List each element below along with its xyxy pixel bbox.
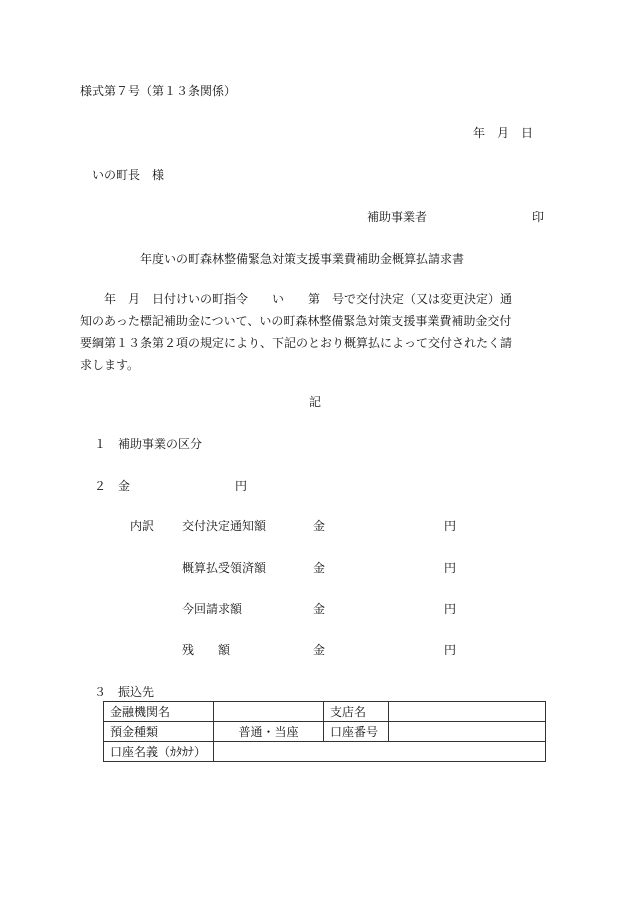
table-row bbox=[104, 722, 546, 742]
item1-number: １ bbox=[94, 437, 107, 451]
body-line: 年 月 日付けいの町指令 い 第 号で交付決定（又は変更決定）通 bbox=[104, 292, 513, 306]
item2-number: ２ bbox=[94, 479, 107, 493]
account-type-value: 普通・当座 bbox=[214, 722, 324, 742]
breakdown-kin: 金 bbox=[313, 519, 326, 533]
form-number: 様式第７号（第１３条関係） bbox=[80, 84, 237, 98]
breakdown-kin: 金 bbox=[313, 643, 326, 657]
account-holder-label: 口座名義（ｶﾀｶﾅ） bbox=[104, 742, 214, 762]
body-line: 求します。 bbox=[80, 358, 140, 372]
breakdown-kin: 金 bbox=[313, 602, 326, 616]
breakdown-kin: 金 bbox=[313, 561, 326, 575]
date-line: 年 月 日 bbox=[473, 126, 534, 140]
bank-name-label: 金融機関名 bbox=[104, 702, 214, 722]
bank-transfer-table bbox=[103, 701, 546, 762]
account-holder-value bbox=[214, 742, 546, 762]
item3-label: 振込先 bbox=[118, 685, 155, 699]
addressee: いの町長 様 bbox=[92, 168, 165, 182]
item2-yen: 円 bbox=[235, 479, 248, 493]
item1-label: 補助事業の区分 bbox=[118, 437, 203, 451]
breakdown-yen: 円 bbox=[444, 519, 457, 533]
branch-label: 支店名 bbox=[324, 702, 389, 722]
breakdown-label: 今回請求額 bbox=[182, 602, 243, 616]
item2-label: 金 bbox=[118, 479, 131, 493]
account-number-label: 口座番号 bbox=[324, 722, 389, 742]
account-number-value bbox=[389, 722, 546, 742]
breakdown-yen: 円 bbox=[444, 602, 457, 616]
table-row bbox=[104, 702, 546, 722]
item3-number: ３ bbox=[94, 685, 107, 699]
body-line: 要綱第１３条第２項の規定により、下記のとおり概算払によって交付されたく請 bbox=[80, 336, 513, 350]
breakdown-heading: 内訳 bbox=[130, 519, 155, 533]
branch-value bbox=[389, 702, 546, 722]
body-paragraph bbox=[80, 288, 546, 376]
ki-heading: 記 bbox=[309, 395, 322, 409]
applicant-label: 補助事業者 bbox=[367, 210, 428, 224]
document-title: 年度いの町森林整備緊急対策支援事業費補助金概算払請求書 bbox=[140, 252, 465, 266]
account-type-label: 預金種類 bbox=[104, 722, 214, 742]
breakdown-label: 概算払受領済額 bbox=[182, 561, 267, 575]
breakdown-yen: 円 bbox=[444, 561, 457, 575]
breakdown-label: 残 額 bbox=[182, 643, 231, 657]
body-line: 知のあった標記補助金について、いの町森林整備緊急対策支援事業費補助金交付 bbox=[80, 314, 512, 328]
table-row bbox=[104, 742, 546, 762]
bank-name-value bbox=[214, 702, 324, 722]
seal-mark: 印 bbox=[532, 210, 545, 224]
breakdown-label: 交付決定通知額 bbox=[182, 519, 267, 533]
breakdown-yen: 円 bbox=[444, 643, 457, 657]
